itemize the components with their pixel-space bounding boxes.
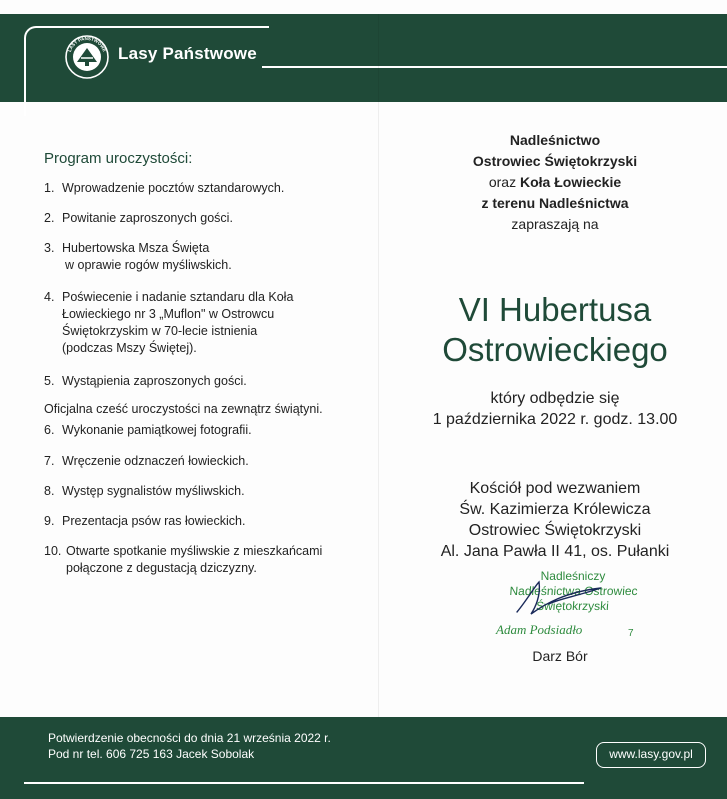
stamp-name: Adam Podsiadło bbox=[496, 622, 583, 637]
rsvp-deadline: Potwierdzenie obecności do dnia 21 września 2022 r. bbox=[48, 731, 331, 745]
invite-phrase: zapraszają na bbox=[511, 216, 599, 232]
inviter-line: Nadleśnictwo bbox=[509, 132, 601, 148]
inviter-line: oraz Koła Łowieckie bbox=[488, 174, 622, 190]
event-title-line: VI Hubertusa bbox=[458, 291, 652, 328]
event-title-line: Ostrowieckiego bbox=[442, 331, 668, 368]
brand-name: Lasy Państwowe bbox=[118, 44, 257, 63]
footer-divider bbox=[24, 782, 584, 784]
invitation-page: LASY PAŃSTWOWE Lasy Państwowe Program uroczystości: 1. Wprowadzenie pocztów sztandarowych. 2. Powitanie zaproszonych gości. 3. Hubertowska Msza Święta w oprawie rogów myśliwskich. 4. Poświecenie i nadanie sztandaru dla Koła Łowieckiego nr 3 „Muflon" w Ostrowcu Świętokrzyskim w 70-lecie istnienia (podczas Mszy Świętej). 5. Wystąpienia zaproszonych gości. Oficjalna cześć uroczystości na zewnątrz świątyni. 6. Wykonanie pamiątkowej fotografii. 7. Wręczenie odznaczeń łowieckich. 8. Występ sygnalistów myśliwskich. 9. Prezentacja psów ras łowieckich. 10. Otwarte spotkanie myśliwskie z mieszkańcami połączone z degustacją dziczyzny. Nadleśnictwo Ostrowiec Świętokrzyski oraz Koła Łowieckie z terenu Nadleśnictwa zapraszają na VI Hubertusa Ostrowieckiego który odbędzie się 1 października 2022 r. godz. 13.00 Kościół pod wezwaniem Św. Kazimierza Królewicza Ostrowiec Świętokrzyski Al. Jana Pawła II 41, os. Pułanki Nadleśniczy Nadleśnictwa Ostrowiec Świętokrzyski Adam Podsiadło 7 Darz Bór Potwierdzenie obecności do dnia 21 września 2022 r. Pod nr tel. 606 725 163 Jacek Sobolak www.lasy.gov.pl bbox=[0, 0, 727, 799]
stamp-office: Nadleśnictwa Ostrowiec Świętokrzyski bbox=[509, 584, 639, 613]
header-divider bbox=[262, 66, 727, 68]
event-title bbox=[395, 290, 715, 370]
fold-line bbox=[378, 14, 379, 799]
event-venue bbox=[395, 478, 715, 562]
venue-line: Św. Kazimierza Królewicza bbox=[459, 501, 651, 518]
stamp-mark: 7 bbox=[628, 628, 634, 639]
date-line: który odbędzie się bbox=[490, 390, 620, 407]
closing-greeting: Darz Bór bbox=[532, 648, 588, 664]
invitation-header bbox=[395, 130, 715, 235]
venue-line: Al. Jana Pawła II 41, os. Pułanki bbox=[440, 543, 670, 560]
stamp-title: Nadleśniczy bbox=[540, 569, 606, 583]
program-title: Program uroczystości: bbox=[44, 150, 193, 167]
event-date bbox=[395, 388, 715, 430]
header-frame bbox=[24, 26, 269, 116]
logo-ring-text: LASY PAŃSTWOWE bbox=[66, 35, 108, 53]
program-note: Oficjalna cześć uroczystości na zewnątrz świątyni. bbox=[44, 402, 323, 416]
rsvp-contact: Pod nr tel. 606 725 163 Jacek Sobolak bbox=[48, 747, 255, 761]
lp-tree-logo-icon bbox=[64, 34, 110, 80]
handwritten-signature bbox=[505, 578, 635, 618]
inviter-line: Ostrowiec Świętokrzyski bbox=[472, 153, 638, 169]
venue-line: Ostrowiec Świętokrzyski bbox=[468, 522, 642, 539]
date-line: 1 października 2022 r. godz. 13.00 bbox=[432, 411, 678, 428]
inviter-line: z terenu Nadleśnictwa bbox=[481, 195, 629, 211]
venue-line: Kościół pod wezwaniem bbox=[469, 480, 641, 497]
website-link[interactable]: www.lasy.gov.pl bbox=[596, 742, 706, 768]
rsvp-info bbox=[48, 730, 331, 762]
